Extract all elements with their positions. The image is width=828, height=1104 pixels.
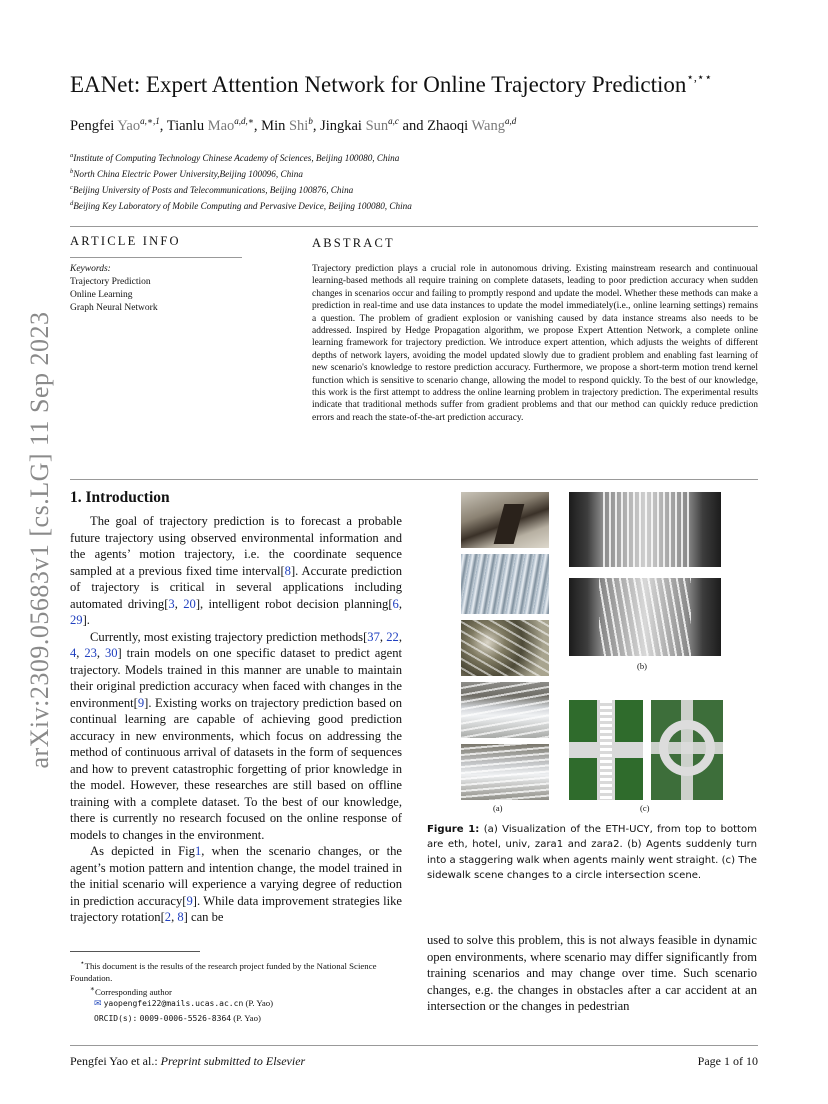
keyword-item: Trajectory Prediction [70, 277, 151, 287]
intro-left-column [70, 513, 402, 926]
intro-right-column [427, 932, 757, 1015]
author-name: Min Shi$^b$ [261, 116, 313, 134]
citation-link[interactable]: 1 [194, 844, 202, 858]
intro-paragraph-3: As depicted in Fig1, when the scenario changes, or the agent’s motion pattern and intention change, the model trained in the initial scenario will experience a varying degree of reduction in prediction accuracy[9]. While data improvement strategies like trajectory rotation[2, 8] can be [70, 844, 402, 924]
figure-a-label: (a) [493, 803, 503, 813]
keyword-item: Online Learning [70, 290, 133, 300]
footer-page-number: Page 1 of 10 [697, 1054, 758, 1068]
abstract-divider [70, 479, 758, 480]
envelope-icon: ✉ [94, 998, 102, 1008]
citation-link[interactable]: 8 [177, 910, 184, 924]
citation-link[interactable]: 29 [70, 613, 83, 627]
citation-link[interactable]: 2 [164, 910, 172, 924]
intro-paragraph-1: The goal of trajectory prediction is to forecast a probable future trajectory using observed environmental information and the agents’ motion trajectory, i.e. the coordinate sequence sampled at a previous fixed time interval[8]. Accurate prediction of trajectory is critical in several applications including automated driving[3, 20], intelligent robot decision planning[6, 29]. [70, 514, 403, 627]
citation-link[interactable]: 8 [284, 563, 291, 578]
author-name: Tianlu Mao$^{a,d,∗}$ [166, 116, 254, 134]
citation-link[interactable]: 6 [392, 596, 399, 611]
email-link[interactable]: yaopengfei22@mails.ucas.ac.cn [103, 999, 244, 1008]
arxiv-sidebar [14, 300, 66, 780]
figure-a-hotel-image [461, 554, 549, 614]
header-divider [70, 226, 758, 227]
citation-link[interactable]: 4 [70, 646, 77, 660]
citation-link[interactable]: 20 [183, 596, 196, 611]
author-list: Pengfei Yao$^{a,∗,1}$, Tianlu Mao$^{a,d,∗}$, Min Shi$^b$, Jingkai Sun$^{a,c}$ and Zhaoqi Wang$^{a,d}$ [70, 116, 517, 134]
figure-b-bottom-image [569, 578, 721, 656]
intro-continuation: used to solve this problem, this is not always feasible in dynamic open environments, where scenario may differ significantly from training scenarios and may change over time. Such scenario changes, e.g. the changes in obstacles after a car accident at an intersection or the changes in pedestrian [427, 933, 757, 1013]
footnote-orcid: ORCID(s): 0009-0006-5526-8364 (P. Yao) [94, 1013, 261, 1023]
section-heading-introduction: 1. Introduction [70, 489, 170, 506]
citation-link[interactable]: 37 [367, 629, 380, 644]
citation-link[interactable]: 23 [84, 646, 97, 660]
citation-link[interactable]: 9 [137, 695, 145, 710]
footer-divider [70, 1045, 758, 1046]
title-marks: ⋆,⋆⋆ [686, 70, 712, 84]
article-info-heading: ARTICLE INFO [70, 234, 181, 248]
figure-c-sidewalk-image [569, 700, 643, 800]
figure-c-circle-image [651, 700, 723, 800]
footnote-funding: ⋆This document is the results of the research project funded by the National Science Foundation. [70, 958, 377, 984]
abstract-body: Trajectory prediction plays a crucial role in autonomous driving. Existing mainstream research and continuoual learning-based methods all require training on complete datasets, leading to poor prediction accuracy when sudden changes in scenarios occur and failing to promptly respond and update the model. Whether these methods can make a prediction in real-time and use data instances to update the model immediately(i.e., online learning settings) remains a question. The problem of gradient explosion or vanishing caused by data instance streams also needs to be addressed. Inspired by Hedge Propagation algorithm, we propose Expert Attention Network, a complete online learning framework for trajectory prediction. We introduce expert attention, which adjusts the weights of different depths of network layers, avoiding the model updated slowly due to gradient problem and enabling fast learning of new scenario's knowledge to restore prediction accuracy. Furthermore, we propose a short-term motion trend kernel function which is sensitive to scenario change, allowing the model to respond quickly. To the best of our knowledge, this work is the first attempt to address the online learning problem in trajectory prediction. The experimental results indicate that traditional methods suffer from gradient problems and that our method can quickly reduce prediction errors and reach the state-of-the-art prediction accuracy. [312, 264, 758, 423]
footnote-rule [70, 951, 200, 952]
footnote-corresponding: ∗Corresponding author [90, 984, 172, 997]
article-info-rule [70, 257, 242, 258]
abstract-heading: ABSTRACT [312, 236, 395, 250]
orcid-link[interactable]: 0009-0006-5526-8364 [139, 1014, 232, 1023]
affiliation-c: $^c$Beijing University of Posts and Telecommunications, Beijing 100876, China [70, 184, 354, 196]
figure-caption [427, 822, 757, 884]
arxiv-identifier: arXiv:2309.05683v1 [cs.LG] 11 Sep 2023 [25, 311, 54, 769]
figure-a-univ-image [461, 620, 549, 676]
paper-title [70, 72, 712, 98]
intro-paragraph-2: Currently, most existing trajectory prediction methods[37, 22, 4, 23, 30] train models on one specific dataset to predict agent trajectory. Models trained in this manner are unable to maintain their original prediction accuracy when faced with changes in the environment[9]. Existing works on trajectory prediction based on continual learning are capable of achieving good prediction accuracy in new environments, which focus on addressing the method of continuous arrival of datasets in the form of sequences and how to prevent catastrophic forgetting of prior knowledge in the model. However, these researches are still based on offline training with a complete dataset. To the best of our knowledge, there is currently no research focused on the online response of models to changes in the environment. [70, 629, 403, 842]
affiliation-b: $^b$North China Electric Power University,Beijing 100096, China [70, 168, 303, 180]
author-name: Jingkai Sun$^{a,c}$ [320, 116, 399, 134]
citation-link[interactable]: 3 [168, 596, 175, 611]
caption-label: Figure 1: [427, 824, 480, 835]
citation-link[interactable]: 22 [386, 629, 399, 644]
keyword-item: Graph Neural Network [70, 303, 158, 313]
author-name: Pengfei Yao$^{a,∗,1}$ [70, 116, 160, 134]
figure-a-zara1-image [461, 682, 549, 738]
figure-b-label: (b) [637, 661, 647, 671]
caption-text: (a) Visualization of the ETH-UCY, from top to bottom are eth, hotel, univ, zara1 and zara2. (b) Agents suddenly turn into a staggering walk when agents mainly went straight. (c) The sidewalk scene changes to a circle intersection scene. [427, 824, 757, 882]
keywords-label: Keywords: [70, 264, 111, 274]
affiliation-d: $^d$Beijing Key Laboratory of Mobile Computing and Pervasive Device, Beijing 100080, China [70, 200, 412, 212]
author-name: Zhaoqi Wang$^{a,d}$ [427, 116, 517, 134]
title-text: EANet: Expert Attention Network for Online Trajectory Prediction [70, 72, 687, 97]
figure-a-zara2-image [461, 744, 549, 800]
figure-a-eth-image [461, 492, 549, 548]
footnote-email: ✉ yaopengfei22@mails.ucas.ac.cn (P. Yao) [94, 998, 274, 1008]
figure-c-label: (c) [640, 803, 650, 813]
figure-b-top-image [569, 492, 721, 567]
citation-link[interactable]: 9 [186, 893, 193, 908]
affiliation-a: $^a$Institute of Computing Technology Chinese Academy of Sciences, Beijing 100080, China [70, 152, 400, 164]
footer-left: Pengfei Yao et al.: Preprint submitted to Elsevier [70, 1054, 306, 1068]
citation-link[interactable]: 30 [104, 646, 118, 660]
